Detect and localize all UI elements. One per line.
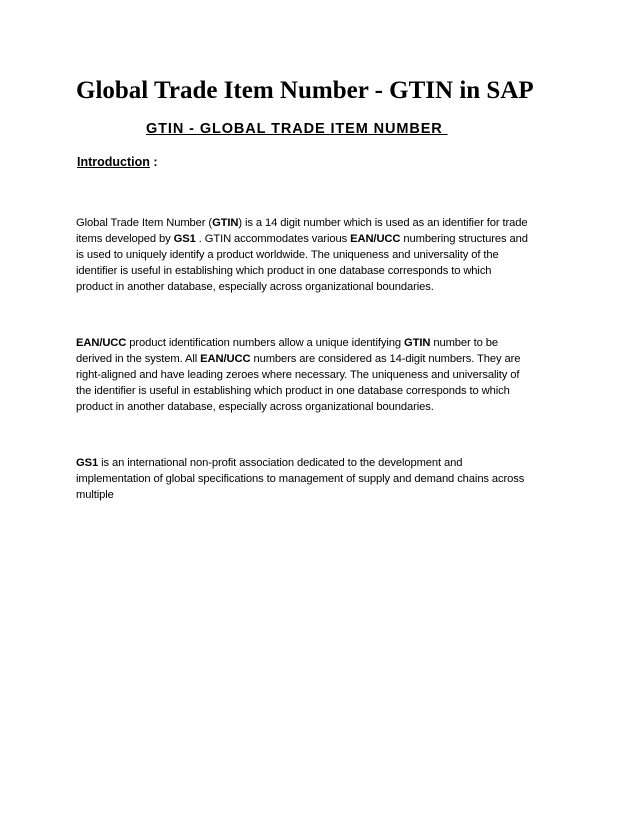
paragraph-line bbox=[76, 215, 566, 231]
bold-term: GS1 bbox=[173, 233, 196, 245]
text-run: items developed by bbox=[76, 233, 174, 245]
paragraph-line bbox=[76, 383, 566, 399]
text-run: numbers are considered as 14-digit numbers. They are bbox=[250, 353, 521, 365]
bold-term: GS1 bbox=[76, 457, 99, 469]
introduction-label: Introduction bbox=[77, 155, 150, 169]
document-subtitle: GTIN - GLOBAL TRADE ITEM NUMBER bbox=[146, 121, 448, 137]
paragraph-ean-ucc bbox=[76, 335, 566, 415]
introduction-heading bbox=[77, 154, 158, 170]
bold-term: EAN/UCC bbox=[76, 337, 127, 349]
text-run: numbering structures and bbox=[400, 233, 528, 245]
paragraph-line bbox=[76, 455, 566, 471]
paragraph-line bbox=[76, 247, 566, 263]
text-run: product in another database, especially across organizational boundaries. bbox=[76, 401, 434, 413]
text-run: is used to uniquely identify a product worldwide. The uniqueness and universality of the bbox=[76, 249, 499, 261]
text-run: implementation of global specifications to management of supply and demand chains across bbox=[76, 473, 525, 485]
paragraph-line bbox=[76, 487, 566, 503]
text-run: . GTIN accommodates various bbox=[195, 233, 351, 245]
bold-term: EAN/UCC bbox=[350, 233, 401, 245]
text-run: identifier is useful in establishing which product in one database corresponds to which bbox=[76, 265, 492, 277]
text-run: multiple bbox=[76, 489, 114, 501]
bold-term: GTIN bbox=[212, 217, 239, 229]
paragraph-gtin-definition bbox=[76, 215, 566, 295]
paragraph-line bbox=[76, 335, 566, 351]
paragraph-line bbox=[76, 263, 566, 279]
text-run: right-aligned and have leading zeroes where necessary. The uniqueness and universality of bbox=[76, 369, 520, 381]
text-run: Global Trade Item Number ( bbox=[76, 217, 213, 229]
paragraph-line bbox=[76, 471, 566, 487]
paragraph-line bbox=[76, 367, 566, 383]
text-run: ) is a 14 digit number which is used as an identifier for trade bbox=[238, 217, 528, 229]
text-run: number to be bbox=[430, 337, 499, 349]
bold-term: EAN/UCC bbox=[200, 353, 251, 365]
paragraph-line bbox=[76, 231, 566, 247]
bold-term: GTIN bbox=[403, 337, 431, 349]
text-run: derived in the system. All bbox=[76, 353, 201, 365]
paragraph-line bbox=[76, 279, 566, 295]
text-run: product in another database, especially across organizational boundaries. bbox=[76, 281, 434, 293]
text-run: the identifier is useful in establishing which product in one database corresponds to which bbox=[76, 385, 510, 397]
paragraph-line bbox=[76, 399, 566, 415]
introduction-colon: : bbox=[149, 155, 158, 169]
paragraph-gs1 bbox=[76, 455, 566, 503]
document-title: Global Trade Item Number - GTIN in SAP bbox=[76, 77, 534, 104]
text-run: is an international non-profit association dedicated to the development and bbox=[98, 457, 463, 469]
text-run: product identification numbers allow a unique identifying bbox=[126, 337, 404, 349]
paragraph-line bbox=[76, 351, 566, 367]
